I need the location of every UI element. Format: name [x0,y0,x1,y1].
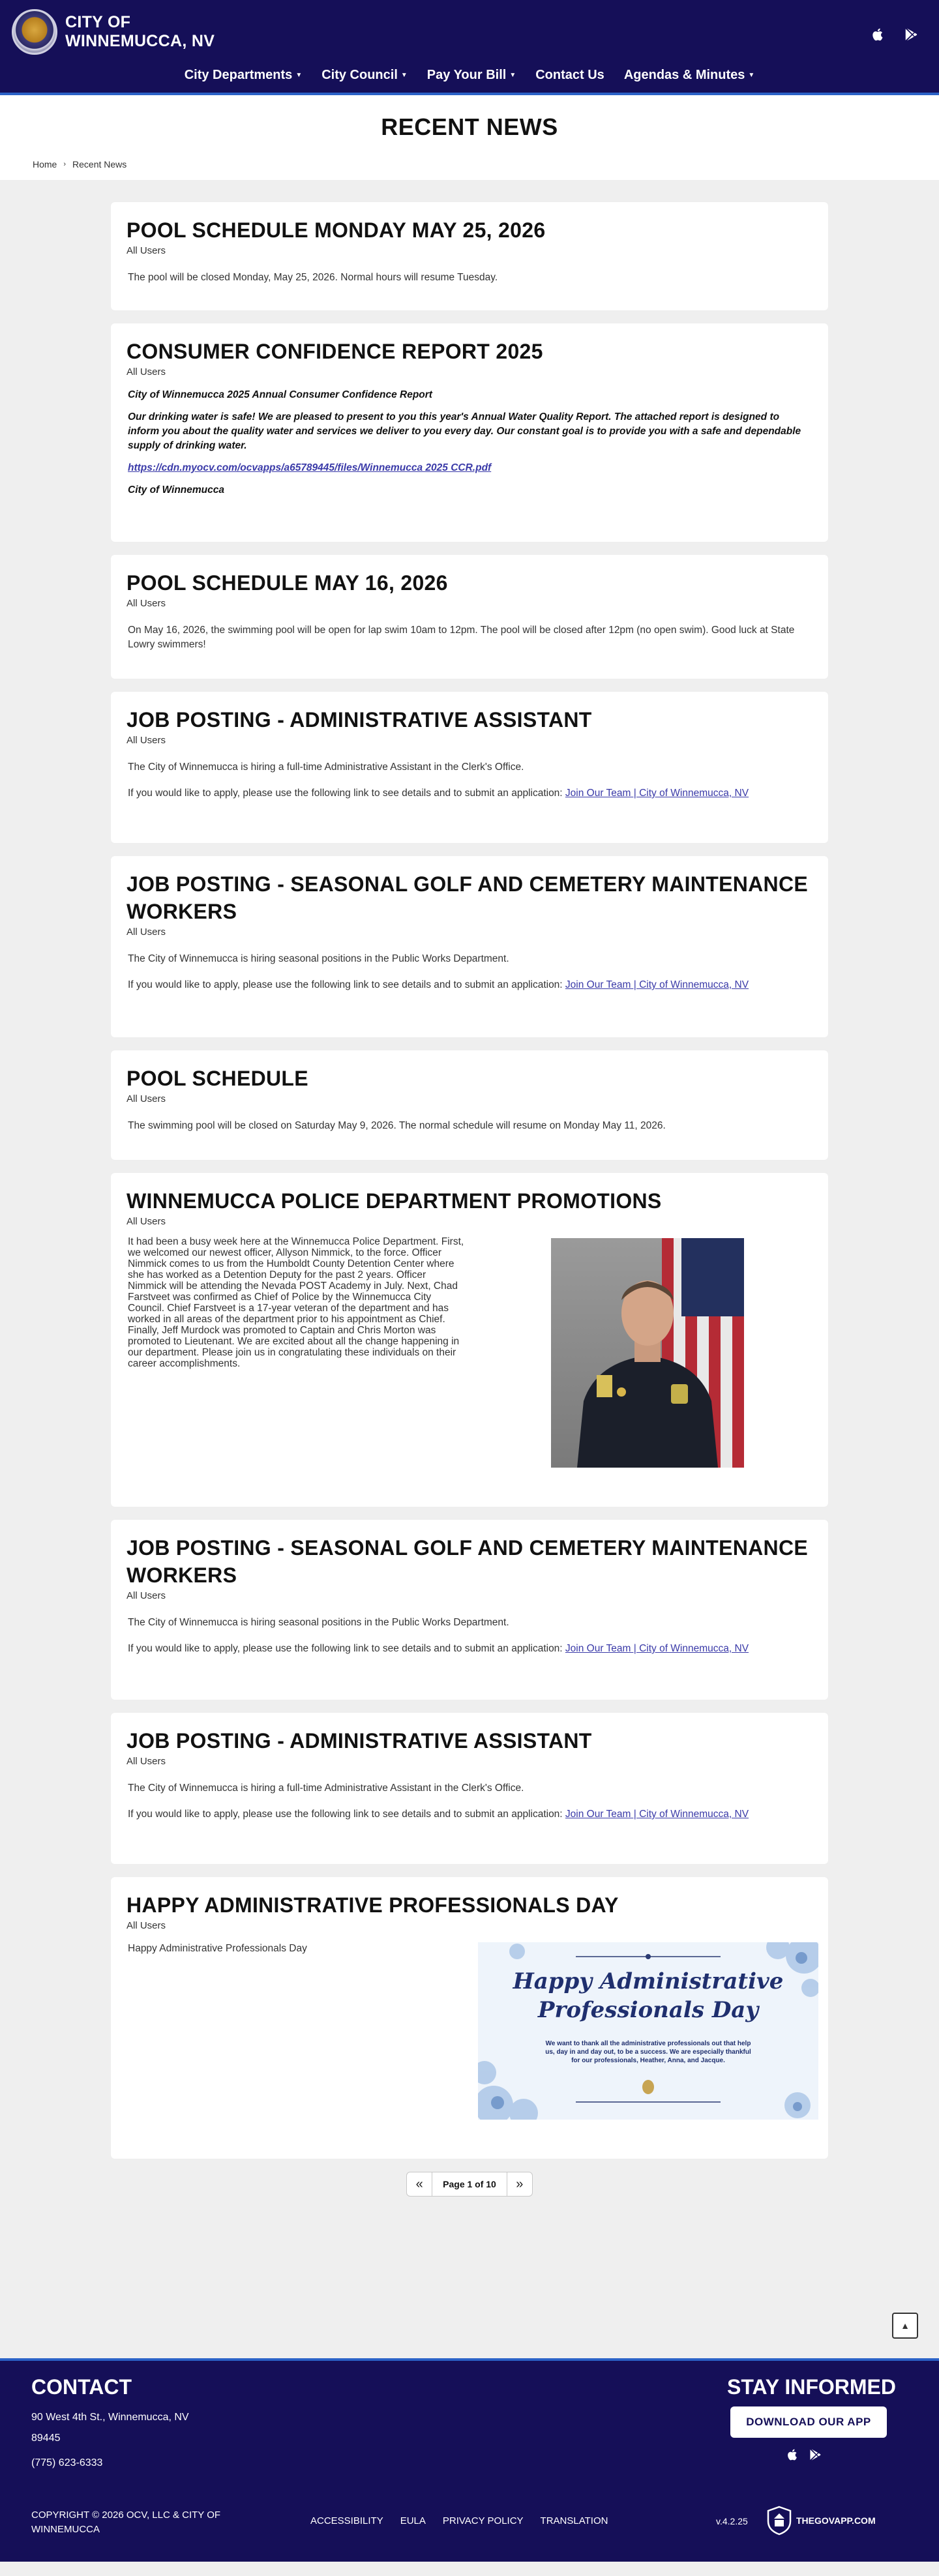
footer-phone[interactable]: (775) 623-6333 [31,2457,103,2468]
news-body-text: If you would like to apply, please use the following link to see details and to submit an application: [128,979,565,990]
footer-link-privacy[interactable]: PRIVACY POLICY [442,2515,524,2526]
news-body: The pool will be closed Monday, May 25, 2026. Normal hours will resume Tuesday. [128,272,498,283]
site-footer [0,2358,939,2562]
news-card [111,555,828,679]
nav-label: Agendas & Minutes [623,68,745,82]
graphic-heading-line2: Professionals Day [537,1997,759,2023]
nav-city-departments[interactable] [185,68,303,83]
news-body: The swimming pool will be closed on Saturday May 9, 2026. The normal schedule will resume on Monday May 11, 2026. [128,1120,666,1131]
news-audience: All Users [127,735,166,746]
download-app-button[interactable]: DOWNLOAD OUR APP [730,2406,887,2438]
copyright-text: COPYRIGHT © 2026 OCV, LLC & CITY OF WINNEMUCCA [31,2509,221,2535]
news-body-text: If you would like to apply, please use the following link to see details and to submit an application: [128,1643,565,1654]
graphic-caption-line3: for our professionals, Heather, Anna, and Jacque. [571,2057,725,2064]
apple-icon[interactable] [870,26,887,43]
pagination [0,2172,939,2197]
apple-icon[interactable] [786,2448,799,2465]
google-play-icon[interactable] [902,26,919,43]
news-body: The City of Winnemucca is hiring a full-time Administrative Assistant in the Clerk's Office. [128,1783,524,1794]
news-body [128,1642,812,1656]
news-body: The City of Winnemucca is hiring seasonal positions in the Public Works Department. [128,953,509,964]
caret-down-icon: ▼ [748,72,755,79]
double-chevron-left-icon[interactable]: « [415,2176,423,2191]
thegovapp-logo-link[interactable] [766,2506,876,2536]
footer-links [310,2515,608,2526]
page-spacer [0,2197,939,2358]
news-body: Our drinking water is safe! We are pleased to present to you this year's Annual Water Quality Report. The attached report is designed to inform you about the quality water and services we deliver to you every day. Our constant goal is to provide you with a safe and dependable supply of drinking water. [128,411,801,451]
title-band [0,95,939,180]
caret-down-icon: ▼ [509,72,516,79]
police-chief-photo [551,1238,744,1468]
news-list [0,180,939,2197]
news-audience: All Users [127,926,166,938]
nav-label: City Departments [184,68,293,82]
ccr-pdf-link[interactable]: https://cdn.myocv.com/ocvapps/a65789445/files/Winnemucca 2025 CCR.pdf [128,462,492,473]
graphic-caption-line2: us, day in and day out, to be a success. We are especially thankful [545,2049,751,2056]
news-title[interactable]: JOB POSTING - ADMINISTRATIVE ASSISTANT [127,708,592,732]
news-audience: All Users [127,1756,166,1767]
news-card [111,1173,828,1507]
chevron-right-icon: › [63,160,67,168]
city-name-line1: CITY OF [65,13,131,31]
news-link-para [128,461,812,475]
breadcrumb [33,159,127,170]
news-card [111,202,828,310]
news-body-text: If you would like to apply, please use the following link to see details and to submit an application: [128,1809,565,1820]
breadcrumb-current: Recent News [72,159,127,170]
news-audience: All Users [127,245,166,256]
admin-professionals-day-graphic [478,1942,818,2120]
news-title[interactable]: POOL SCHEDULE MAY 16, 2026 [127,571,448,595]
google-play-icon[interactable] [809,2448,822,2465]
footer-stay-informed-heading: STAY INFORMED [727,2375,896,2399]
city-name [65,13,215,51]
footer-link-translation[interactable]: TRANSLATION [540,2515,608,2526]
caret-down-icon: ▼ [295,72,303,79]
page-title: RECENT NEWS [381,113,558,140]
news-title[interactable]: WINNEMUCCA POLICE DEPARTMENT PROMOTIONS [127,1189,662,1213]
graphic-heading-line1: Happy Administrative [513,1968,784,1994]
join-our-team-link[interactable]: Join Our Team | City of Winnemucca, NV [565,979,749,990]
news-audience: All Users [127,598,166,609]
news-title[interactable]: JOB POSTING - SEASONAL GOLF AND CEMETERY MAINTENANCE WORKERS [127,1536,809,1587]
police-chief-photo-illustration [551,1238,744,1468]
nav-label: City Council [321,68,398,82]
main-nav [0,68,939,83]
news-body: It had been a busy week here at the Winnemucca Police Department. First, we welcomed our newest officer, Allyson Nimmick, to the force. Officer Nimmick comes to us from the Humboldt County Detention Center where she has worked as a Detention Deputy for the past 2 years. Officer Nimmick will be attending the Nevada POST Academy in July. Next, Chad Farstveet was confirmed as Chief of Police by the Winnemucca City Council. Chief Farstveet is a 17-year veteran of the department and has worked in all areas of the department prior to his appointment as Chief. Finally, Jeff Murdock was promoted to Captain and Chris Morton was promoted to Lieutenant. We are excited about all the change happening in our department. Please join us in congratulating these individuals on their career accomplishments. [128,1236,464,1369]
news-title[interactable]: POOL SCHEDULE [127,1067,308,1090]
nav-city-council[interactable] [321,68,408,83]
page-indicator: Page 1 of 10 [432,2172,507,2197]
footer-store-icons [786,2448,822,2465]
breadcrumb-home[interactable]: Home [33,159,57,170]
news-card [111,1713,828,1864]
city-logo-link[interactable] [12,9,215,55]
footer-address-line2: 89445 [31,2433,61,2444]
news-title[interactable]: JOB POSTING - SEASONAL GOLF AND CEMETERY MAINTENANCE WORKERS [127,872,809,923]
shield-icon [766,2506,792,2536]
news-card [111,323,828,542]
news-card [111,1050,828,1160]
news-card [111,856,828,1037]
caret-down-icon: ▼ [400,72,408,79]
nav-label: Contact Us [535,68,604,82]
news-audience: All Users [127,1216,166,1227]
news-body-text: If you would like to apply, please use the following link to see details and to submit an application: [128,788,565,799]
app-version: v.4.2.25 [716,2516,748,2526]
news-card [111,1520,828,1700]
news-body: Happy Administrative Professionals Day [128,1943,307,1954]
news-body: City of Winnemucca [128,484,224,496]
footer-link-eula[interactable]: EULA [400,2515,426,2526]
news-title[interactable]: POOL SCHEDULE MONDAY MAY 25, 2026 [127,218,546,242]
news-title[interactable]: HAPPY ADMINISTRATIVE PROFESSIONALS DAY [127,1893,619,1917]
nav-pay-your-bill[interactable] [427,68,516,83]
news-body: The City of Winnemucca is hiring a full-time Administrative Assistant in the Clerk's Office. [128,762,524,773]
news-body: On May 16, 2026, the swimming pool will be open for lap swim 10am to 12pm. The pool will be closed after 12pm (no open swim). Good luck at State Lowry swimmers! [128,625,795,650]
footer-contact-heading: CONTACT [31,2375,132,2399]
app-store-links [870,26,919,43]
graphic-caption-line1: We want to thank all the administrative professionals out that help [545,2040,751,2047]
news-body [128,978,812,992]
join-our-team-link[interactable]: Join Our Team | City of Winnemucca, NV [565,788,749,799]
news-body: City of Winnemucca 2025 Annual Consumer Confidence Report [128,389,432,400]
join-our-team-link[interactable]: Join Our Team | City of Winnemucca, NV [565,1809,749,1820]
site-header [0,0,939,95]
news-title[interactable]: CONSUMER CONFIDENCE REPORT 2025 [127,340,543,363]
news-audience: All Users [127,366,166,378]
pagination-box [406,2172,533,2197]
news-body [128,786,812,801]
city-name-line2: WINNEMUCCA, NV [65,32,215,50]
back-to-top-button[interactable] [892,2313,918,2339]
news-body [128,1807,812,1822]
city-seal-icon [12,9,57,55]
double-chevron-right-icon[interactable]: » [516,2176,524,2191]
nav-agendas-minutes[interactable] [624,68,754,83]
news-title[interactable]: JOB POSTING - ADMINISTRATIVE ASSISTANT [127,1729,592,1753]
news-audience: All Users [127,1590,166,1601]
chevron-up-icon: ▲ [901,2320,910,2331]
footer-link-accessibility[interactable]: ACCESSIBILITY [310,2515,383,2526]
footer-address-line1[interactable]: 90 West 4th St., Winnemucca, NV [31,2412,189,2423]
join-our-team-link[interactable]: Join Our Team | City of Winnemucca, NV [565,1643,749,1654]
thegovapp-text: THEGOVAPP.COM [796,2515,876,2526]
news-body: The City of Winnemucca is hiring seasonal positions in the Public Works Department. [128,1617,509,1628]
news-card [111,692,828,843]
nav-label: Pay Your Bill [426,68,507,82]
nav-contact-us[interactable] [535,68,604,83]
news-audience: All Users [127,1920,166,1931]
news-card [111,1877,828,2159]
news-audience: All Users [127,1093,166,1104]
